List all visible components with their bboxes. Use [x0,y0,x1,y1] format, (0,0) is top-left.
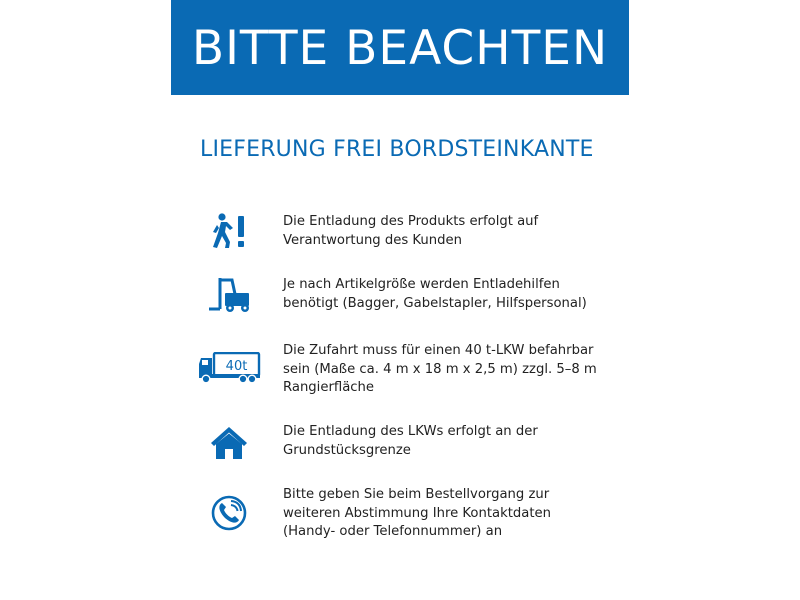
text-line: weiteren Abstimmung Ihre Kontaktdaten [283,505,551,521]
info-item-text [283,276,623,313]
banner-title: BITTE BEACHTEN [191,21,609,76]
forklift-icon [196,276,262,314]
text-line: Die Zufahrt muss für einen 40 t-LKW befahrbar [283,343,594,358]
header-banner [171,0,629,95]
info-item-text [283,486,623,542]
phone-icon [196,494,262,532]
text-line: Bitte geben Sie beim Bestellvorgang zur [283,487,550,502]
text-line: Verantwortung des Kunden [283,232,462,248]
text-line: benötigt (Bagger, Gabelstapler, Hilfspersonal) [283,295,587,311]
text-line: Die Entladung des Produkts erfolgt auf [283,214,539,229]
text-line: sein (Maße ca. 4 m x 18 m x 2,5 m) zzgl. 5–8 m [283,361,597,377]
house-icon [196,425,262,461]
pedestrian-warning-icon [196,212,262,250]
info-item-text [283,213,623,250]
truck-load-label: 40t [225,359,248,374]
text-line: Rangierfläche [283,380,374,395]
text-line: (Handy- oder Telefonnummer) an [283,524,503,539]
info-item-text [283,342,623,398]
text-line: Je nach Artikelgröße werden Entladehilfen [283,277,560,292]
page-subtitle: LIEFERUNG FREI BORDSTEINKANTE [200,137,594,162]
info-item-text [283,423,623,460]
text-line: Grundstücksgrenze [283,442,411,458]
text-line: Die Entladung des LKWs erfolgt an der [283,424,538,439]
truck-icon [196,352,262,384]
